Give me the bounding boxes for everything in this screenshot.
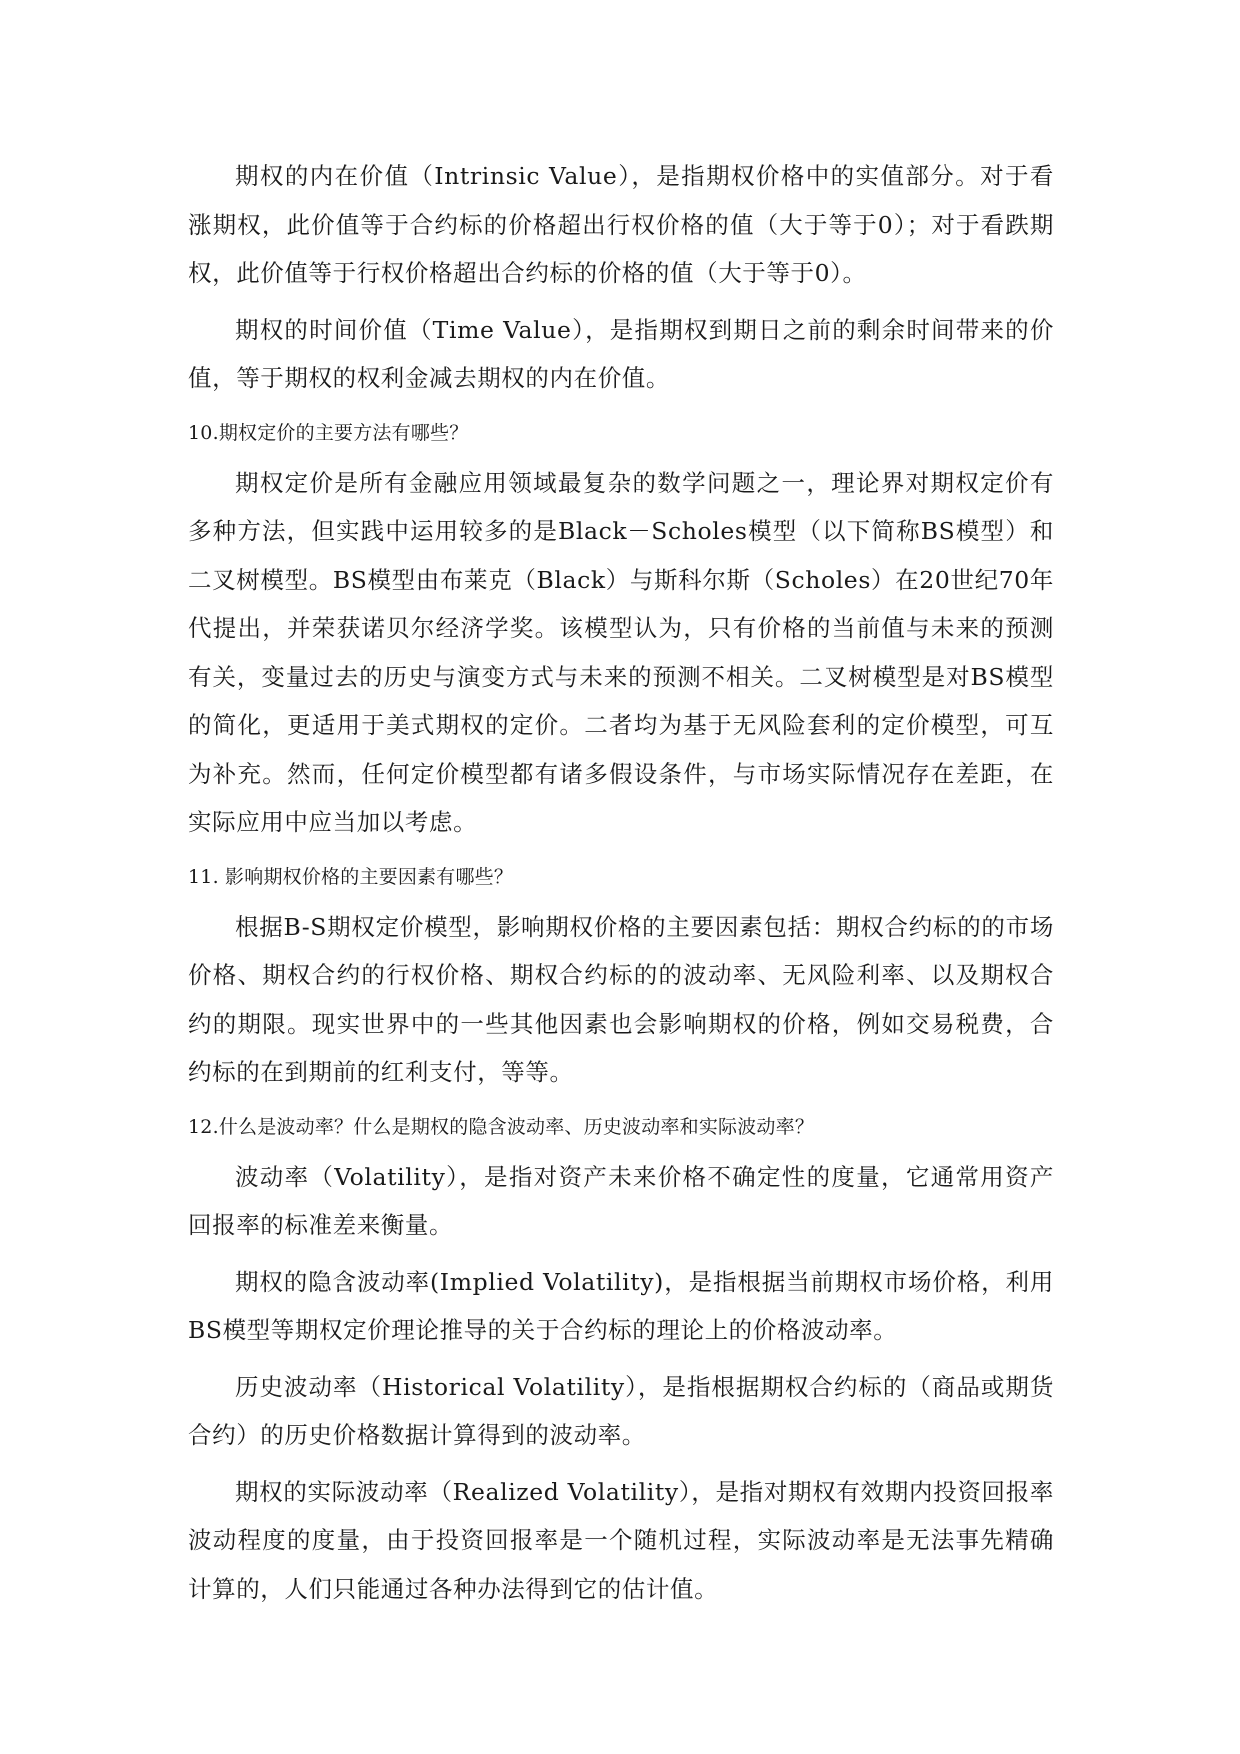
heading-question-11: 11. 影响期权价格的主要因素有哪些？ bbox=[188, 865, 514, 888]
heading-question-12: 12.什么是波动率？什么是期权的隐含波动率、历史波动率和实际波动率？ bbox=[188, 1115, 815, 1138]
paragraph-pricing-methods: 期权定价是所有金融应用领域最复杂的数学问题之一，理论界对期权定价有多种方法，但实践中运用较多的是Black－Scholes模型（以下简称BS模型）和二叉树模型。BS模型由布莱克（Black）与斯科尔斯（Scholes）在20世纪70年代提出，并荣获诺贝尔经济学奖。该模型认为，只有价格的当前值与未来的预测有关，变量过去的历史与演变方式与未来的预测不相关。二叉树模型是对BS模型的简化，更适用于美式期权的定价。二者均为基于无风险套利的定价模型，可互为补充。然而，任何定价模型都有诸多假设条件，与市场实际情况存在差距，在实际应用中应当加以考虑。 bbox=[188, 468, 1054, 836]
document-page bbox=[188, 152, 1054, 1621]
paragraph-historical-volatility: 历史波动率（Historical Volatility），是指根据期权合约标的（商品或期货合约）的历史价格数据计算得到的波动率。 bbox=[188, 1372, 1054, 1449]
paragraph-time-value: 期权的时间价值（Time Value），是指期权到期日之前的剩余时间带来的价值，等于期权的权利金减去期权的内在价值。 bbox=[188, 315, 1054, 392]
paragraph-price-factors: 根据B-S期权定价模型，影响期权价格的主要因素包括：期权合约标的的市场价格、期权合约的行权价格、期权合约标的的波动率、无风险利率、以及期权合约的期限。现实世界中的一些其他因素也会影响期权的价格，例如交易税费，合约标的在到期前的红利支付，等等。 bbox=[188, 912, 1054, 1086]
heading-question-10: 10.期权定价的主要方法有哪些？ bbox=[188, 421, 469, 444]
paragraph-realized-volatility: 期权的实际波动率（Realized Volatility），是指对期权有效期内投资回报率波动程度的度量，由于投资回报率是一个随机过程，实际波动率是无法事先精确计算的，人们只能通过各种办法得到它的估计值。 bbox=[188, 1477, 1054, 1603]
paragraph-intrinsic-value: 期权的内在价值（Intrinsic Value），是指期权价格中的实值部分。对于看涨期权，此价值等于合约标的价格超出行权价格的值（大于等于0）；对于看跌期权，此价值等于行权价格超出合约标的价格的值（大于等于0）。 bbox=[188, 162, 1054, 287]
paragraph-implied-volatility: 期权的隐含波动率(Implied Volatility)，是指根据当前期权市场价格，利用BS模型等期权定价理论推导的关于合约标的理论上的价格波动率。 bbox=[188, 1267, 1054, 1344]
paragraph-volatility: 波动率（Volatility），是指对资产未来价格不确定性的度量，它通常用资产回报率的标准差来衡量。 bbox=[188, 1162, 1054, 1239]
